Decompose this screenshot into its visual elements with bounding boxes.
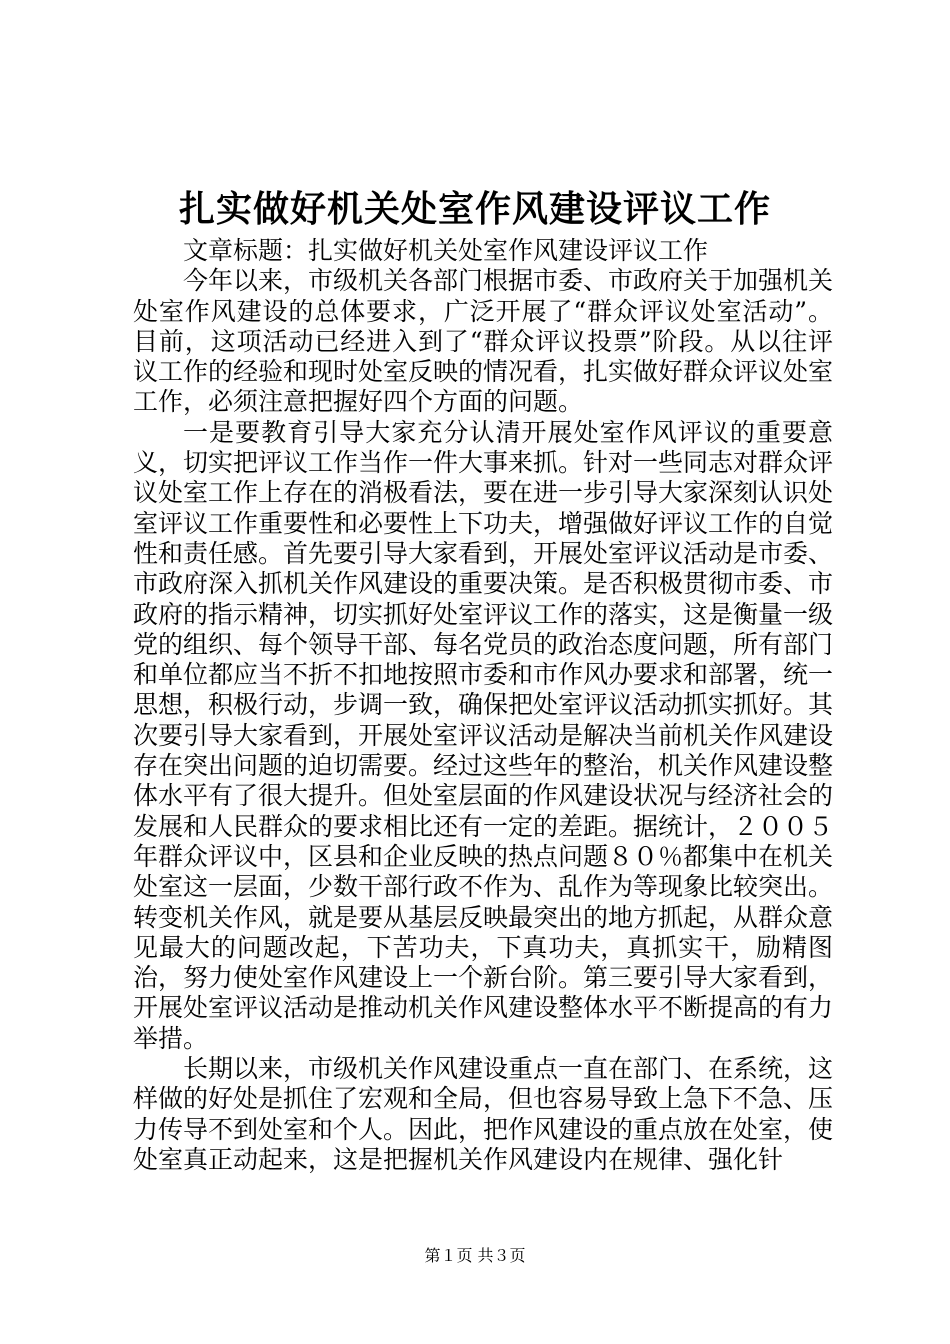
paragraph-point-one: 一是要教育引导大家充分认清开展处室作风评议的重要意义，切实把评议工作当作一件大事来抓。针对一些同志对群众评议处室工作上存在的消极看法，要在进一步引导大家深刻认识处室评议工作重要性和必要性上下功夫，增强做好评议工作的自觉性和责任感。首先要引导大家看到，开展处室评议活动是市委、市政府深入抓机关作风建设的重要决策。是否积极贯彻市委、市政府的指示精神，切实抓好处室评议工作的落实，这是衡量一级党的组织、每个领导干部、每名党员的政治态度问题，所有部门和单位都应当不折不扣地按照市委和市作风办要求和部署，统一思想，积极行动，步调一致，确保把处室评议活动抓实抓好。其次要引导大家看到，开展处室评议活动是解决当前机关作风建设存在突出问题的迫切需要。经过这些年的整治，机关作风建设整体水平有了很大提升。但处室层面的作风建设状况与经济社会的发展和人民群众的要求相比还有一定的差距。据统计，２００５年群众评议中，区县和企业反映的热点问题８０％都集中在机关处室这一层面，少数干部行政不作为、乱作为等现象比较突出。转变机关作风，就是要从基层反映最突出的地方抓起，从群众意见最大的问题改起，下苦功夫，下真功夫，真抓实干，励精图治，努力使处室作风建设上一个新台阶。第三要引导大家看到，开展处室评议活动是推动机关作风建设整体水平不断提高的有力举措。 [133, 417, 834, 1053]
page-footer: 第１页 共３页 [424, 1246, 526, 1265]
document-body [133, 236, 833, 1175]
document-title: 扎实做好机关处室作风建设评议工作 [178, 188, 771, 230]
paragraph-intro: 今年以来，市级机关各部门根据市委、市政府关于加强机关处室作风建设的总体要求，广泛开展了“群众评议处室活动”。目前，这项活动已经进入到了“群众评议投票”阶段。从以往评议工作的经验和现时处室反映的情况看，扎实做好群众评议处室工作，必须注意把握好四个方面的问题。 [133, 266, 834, 417]
paragraph-long-term: 长期以来，市级机关作风建设重点一直在部门、在系统，这样做的好处是抓住了宏观和全局，但也容易导致上急下不急、压力传导不到处室和个人。因此，把作风建设的重点放在处室，使处室真正动起来，这是把握机关作风建设内在规律、强化针 [133, 1054, 834, 1174]
paragraph-article-title: 文章标题：扎实做好机关处室作风建设评议工作 [183, 236, 709, 265]
